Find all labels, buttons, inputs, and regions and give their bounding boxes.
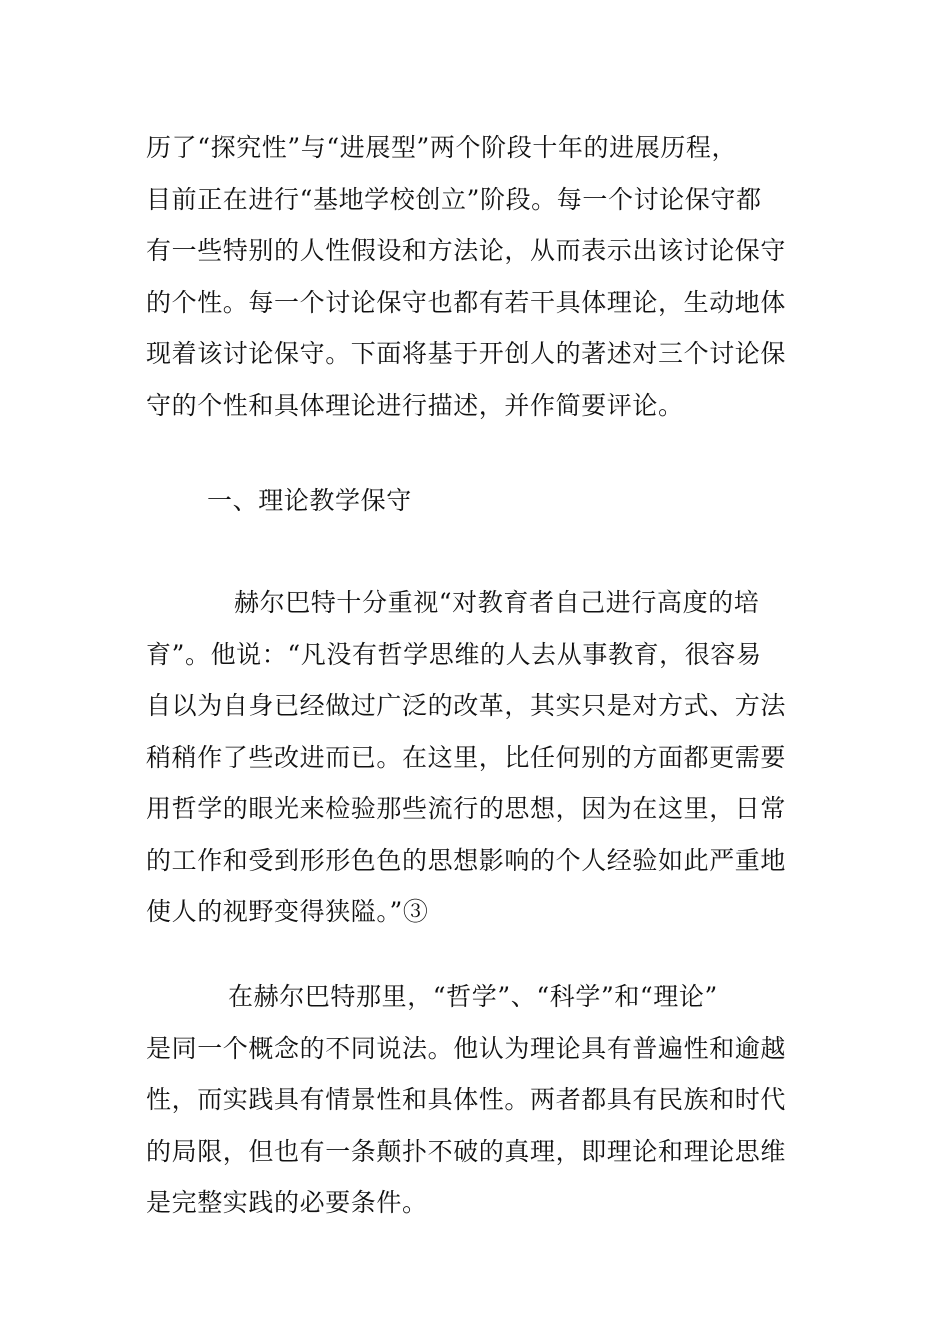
paragraph-line: 自以为自身已经做过广泛的改革，其实只是对方式、方法	[146, 691, 787, 720]
paragraph-line: 的局限，但也有一条颠扑不破的真理，即理论和理论思维	[146, 1136, 787, 1166]
paragraph-herbart-quote	[146, 577, 808, 938]
paragraph-line: 是完整实践的必要条件。	[146, 1188, 428, 1217]
paragraph-line: 是同一个概念的不同说法。他认为理论具有普遍性和逾越	[146, 1033, 787, 1063]
paragraph-line: 赫尔巴特十分重视“对教育者自己进行高度的培	[234, 588, 760, 617]
paragraph-line: 使人的视野变得狭隘。”③	[146, 897, 429, 926]
paragraph-line: 在赫尔巴特那里，“哲学”、“科学”和“理论”	[228, 982, 718, 1011]
paragraph-line: 目前正在进行“基地学校创立”阶段。每一个讨论保守都	[146, 184, 762, 214]
paragraph-line: 育”。他说：“凡没有哲学思维的人去从事教育，很容易	[146, 639, 762, 669]
paragraph-line: 有一些特别的人性假设和方法论，从而表示出该讨论保守	[146, 236, 787, 265]
paragraph-line: 的工作和受到形形色色的思想影响的个人经验如此严重地	[146, 845, 787, 875]
paragraph-line: 的个性。每一个讨论保守也都有若干具体理论，生动地体	[146, 287, 787, 317]
paragraph-line: 历了“探究性”与“进展型”两个阶段十年的进展历程，	[146, 133, 738, 162]
section-heading: 一、理论教学保守	[207, 486, 412, 515]
paragraph-intro	[146, 122, 808, 431]
paragraph-herbart-theory	[146, 971, 808, 1229]
paragraph-line: 稍稍作了些改进而已。在这里，比任何别的方面都更需要	[146, 742, 787, 772]
paragraph-line: 守的个性和具体理论进行描述，并作简要评论。	[146, 390, 684, 420]
paragraph-line: 性，而实践具有情景性和具体性。两者都具有民族和时代	[146, 1085, 787, 1114]
paragraph-line: 用哲学的眼光来检验那些流行的思想，因为在这里，日常	[146, 794, 787, 823]
paragraph-line: 现着该讨论保守。下面将基于开创人的著述对三个讨论保	[146, 339, 787, 368]
